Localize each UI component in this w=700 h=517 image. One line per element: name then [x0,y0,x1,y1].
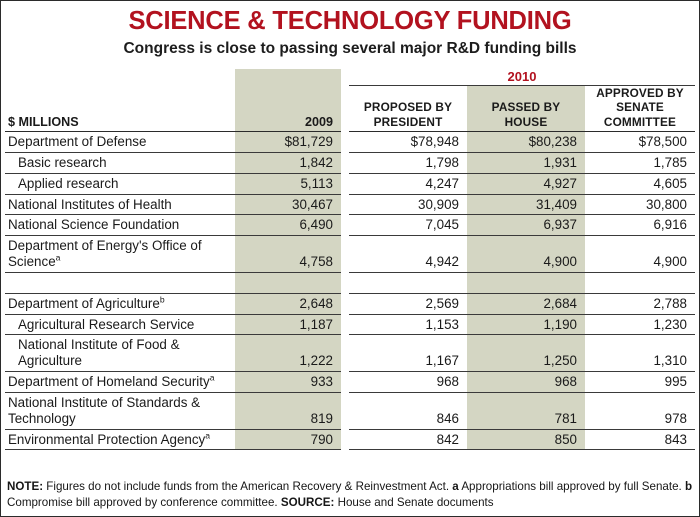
cell-passed-by-house: 2,684 [467,293,585,314]
cell-approved-by-senate-committee: $78,500 [585,132,695,153]
cell-proposed-by-president: $78,948 [349,132,467,153]
footnote-source-label: SOURCE: [280,495,335,509]
cell-2009: 6,490 [235,215,341,236]
footnote-b-text: Compromise bill approved by conference committee. [7,495,281,509]
footnote-source-text: House and Senate documents [334,495,494,509]
row-label: Department of Defense [5,132,235,153]
table-row [5,429,695,450]
column-gap [341,215,349,236]
cell-proposed-by-president: 7,045 [349,215,467,236]
cell-2009: 1,222 [235,335,341,372]
cell-passed-by-house: 781 [467,392,585,429]
footnote-b-label: b [684,480,693,494]
cell-passed-by-house: 6,937 [467,215,585,236]
row-label: Department of Homeland Security$^a$ [5,372,235,393]
column-header-house-line1: PASSED BY [491,100,561,115]
table-body [5,132,695,450]
cell-2009: 790 [235,429,341,450]
cell-proposed-by-president: 1,798 [349,152,467,173]
column-header-row-label: $ MILLIONS [5,86,235,132]
table-row [5,236,695,273]
infographic-root [1,1,699,516]
row-label: National Institute of Standards & Technology [5,392,235,429]
table-row [5,132,695,153]
column-gap [341,429,349,450]
table-row [5,335,695,372]
row-label: Agricultural Research Service [5,314,235,335]
column-gap [341,392,349,429]
column-gap [341,335,349,372]
cell-2009: 2,648 [235,293,341,314]
table-row [5,314,695,335]
cell-passed-by-house: 4,927 [467,173,585,194]
cell-2009: 1,187 [235,314,341,335]
row-footnote-marker: a [55,252,61,263]
cell-proposed-by-president: 4,942 [349,236,467,273]
column-header-approved-by-senate-committee [585,86,695,132]
group-header-spacer-2009 [235,69,341,86]
cell-approved-by-senate-committee: 1,310 [585,335,695,372]
group-header-gap [341,69,349,86]
cell-2009: 933 [235,372,341,393]
funding-table-container [5,69,695,450]
row-footnote-marker: a [205,430,211,441]
cell-proposed-by-president: 2,569 [349,293,467,314]
cell-approved-by-senate-committee: 1,785 [585,152,695,173]
cell-approved-by-senate-committee: 843 [585,429,695,450]
group-header-2010: 2010 [349,69,695,86]
cell-passed-by-house: 1,931 [467,152,585,173]
footnote [7,479,693,510]
column-gap [341,293,349,314]
cell-passed-by-house: 850 [467,429,585,450]
cell-2009: 30,467 [235,194,341,215]
table-row [5,152,695,173]
cell-2009: 819 [235,392,341,429]
table-row [5,194,695,215]
cell-proposed-by-president: 846 [349,392,467,429]
row-label [5,272,235,293]
cell-approved-by-senate-committee: 2,788 [585,293,695,314]
footnote-a-text: Appropriations bill approved by full Senate. [458,480,685,494]
cell-2009 [235,272,341,293]
row-footnote-marker: b [159,294,165,305]
column-header-senate-line2: SENATE [616,100,664,115]
column-gap [341,272,349,293]
column-header-house-line2: HOUSE [504,114,548,129]
table-row [5,215,695,236]
cell-2009: 4,758 [235,236,341,273]
footnote-note-text: Figures do not include funds from the American Recovery & Reinvestment Act. [43,480,453,494]
column-header-proposed-line1: PROPOSED BY [363,100,453,115]
cell-2009: 5,113 [235,173,341,194]
cell-proposed-by-president: 1,167 [349,335,467,372]
column-header-passed-by-house [467,86,585,132]
column-header-proposed-by-president [349,86,467,132]
cell-proposed-by-president: 842 [349,429,467,450]
column-gap [341,194,349,215]
cell-passed-by-house: 1,190 [467,314,585,335]
cell-approved-by-senate-committee: 30,800 [585,194,695,215]
table-head [5,69,695,132]
column-gap [341,152,349,173]
table-row [5,173,695,194]
cell-approved-by-senate-committee: 978 [585,392,695,429]
cell-proposed-by-president: 1,153 [349,314,467,335]
cell-approved-by-senate-committee: 4,900 [585,236,695,273]
cell-passed-by-house [467,272,585,293]
row-footnote-marker: a [209,372,215,383]
column-gap [341,132,349,153]
cell-passed-by-house: 1,250 [467,335,585,372]
cell-2009: 1,842 [235,152,341,173]
cell-proposed-by-president: 30,909 [349,194,467,215]
cell-approved-by-senate-committee: 6,916 [585,215,695,236]
cell-approved-by-senate-committee: 4,605 [585,173,695,194]
cell-proposed-by-president: 968 [349,372,467,393]
group-header-spacer-name [5,69,235,86]
cell-approved-by-senate-committee [585,272,695,293]
page-subtitle: Congress is close to passing several major R&D funding bills [123,39,577,57]
row-label: Applied research [5,173,235,194]
column-header-gap [341,86,349,132]
row-label: National Institutes of Health [5,194,235,215]
cell-passed-by-house: 968 [467,372,585,393]
cell-passed-by-house: $80,238 [467,132,585,153]
funding-table [5,69,695,450]
table-spacer-row [5,272,695,293]
row-label: Department of Agriculture$^b$ [5,293,235,314]
page-title: SCIENCE & TECHNOLOGY FUNDING [128,7,572,35]
cell-passed-by-house: 4,900 [467,236,585,273]
cell-approved-by-senate-committee: 1,230 [585,314,695,335]
column-gap [341,314,349,335]
cell-proposed-by-president: 4,247 [349,173,467,194]
table-row [5,392,695,429]
row-label: National Institute of Food & Agriculture [5,335,235,372]
cell-passed-by-house: 31,409 [467,194,585,215]
table-row [5,293,695,314]
column-header-proposed-line2: PRESIDENT [373,114,443,129]
column-gap [341,236,349,273]
row-label: Environmental Protection Agency$^a$ [5,429,235,450]
row-label: Basic research [5,152,235,173]
column-header-row [5,86,695,132]
table-row [5,372,695,393]
footnote-note-label: NOTE: [7,480,44,494]
cell-approved-by-senate-committee: 995 [585,372,695,393]
column-header-2009: 2009 [235,86,341,132]
column-gap [341,372,349,393]
column-header-senate-line1: APPROVED BY [596,86,684,100]
row-label: Department of Energy's Office of Science$^a$ [5,236,235,273]
footnote-a-label: a [452,480,459,494]
group-header-row [5,69,695,86]
cell-proposed-by-president [349,272,467,293]
column-header-senate-line3: COMMITTEE [603,114,677,129]
row-label: National Science Foundation [5,215,235,236]
column-gap [341,173,349,194]
cell-2009: $81,729 [235,132,341,153]
